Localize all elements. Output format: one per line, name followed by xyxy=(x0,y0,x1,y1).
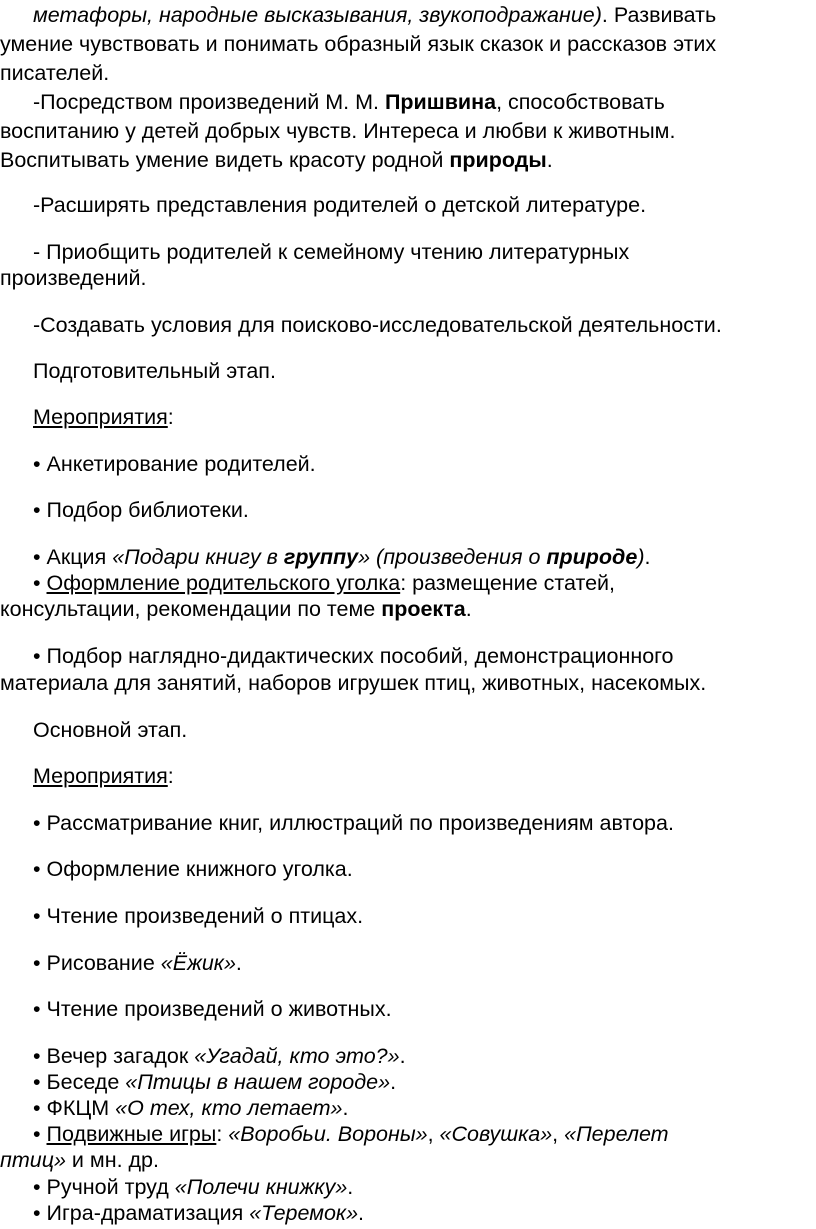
main-item-6: • Вечер загадок «Угадай, кто это?». xyxy=(33,1044,406,1068)
main-item-10: • Ручной труд «Полечи книжку». xyxy=(33,1175,354,1199)
prep-item-1: • Анкетирование родителей. xyxy=(33,452,316,476)
main-stage-title: Основной этап. xyxy=(33,718,188,742)
prishvin-line-2: воспитанию у детей добрых чувств. Интереса и любви к животным. xyxy=(0,119,676,143)
prishvin-line-1: -Посредством произведений М. М. Пришвина, способствовать xyxy=(33,90,665,114)
prep-item-5-line-2: материала для занятий, наборов игрушек птиц, животных, насекомых. xyxy=(0,671,707,695)
main-events-heading: Мероприятия: xyxy=(33,764,174,788)
main-item-9-line-1: • Подвижные игры: «Воробьи. Вороны», «Совушка», «Перелет xyxy=(33,1122,669,1146)
intro-italic-text: метафоры, народные высказывания, звукоподражание) xyxy=(33,3,602,27)
goal-2-line-1: - Приобщить родителей к семейному чтению литературных xyxy=(33,240,630,264)
prep-item-4-line-1: • Оформление родительского уголка: размещение статей, xyxy=(33,571,616,595)
prep-stage-title: Подготовительный этап. xyxy=(33,359,276,383)
main-item-4: • Рисование «Ёжик». xyxy=(33,951,242,975)
main-item-3: • Чтение произведений о птицах. xyxy=(33,904,364,928)
main-item-7: • Беседе «Птицы в нашем городе». xyxy=(33,1070,397,1094)
author-name: Пришвина xyxy=(384,90,497,114)
main-item-5: • Чтение произведений о животных. xyxy=(33,997,392,1021)
prishvin-line-3: Воспитывать умение видеть красоту родной природы. xyxy=(0,148,553,172)
prep-item-2: • Подбор библиотеки. xyxy=(33,498,249,522)
prep-events-heading: Мероприятия: xyxy=(33,405,174,429)
prep-item-4-line-2: консультации, рекомендации по теме проекта. xyxy=(0,597,472,621)
main-item-2: • Оформление книжного уголка. xyxy=(33,857,353,881)
goal-3: -Создавать условия для поисково-исследовательской деятельности. xyxy=(33,313,722,337)
intro-line-1: метафоры, народные высказывания, звукоподражание). Развивать xyxy=(33,3,717,27)
main-item-8: • ФКЦМ «О тех, кто летает». xyxy=(33,1096,349,1120)
goal-2-line-2: произведений. xyxy=(0,266,147,290)
goal-1: -Расширять представления родителей о детской литературе. xyxy=(33,193,647,217)
prep-item-3: • Акция «Подари книгу в группу» (произведения о природе). xyxy=(33,545,651,569)
prep-item-5-line-1: • Подбор наглядно-дидактических пособий, демонстрационного xyxy=(33,644,674,668)
main-item-11: • Игра-драматизация «Теремок». xyxy=(33,1201,365,1225)
main-item-9-line-2: птиц» и мн. др. xyxy=(0,1148,159,1172)
main-item-1: • Рассматривание книг, иллюстраций по произведениям автора. xyxy=(33,811,674,835)
intro-line-2: умение чувствовать и понимать образный язык сказок и рассказов этих xyxy=(0,32,717,56)
intro-line-3: писателей. xyxy=(0,61,110,85)
